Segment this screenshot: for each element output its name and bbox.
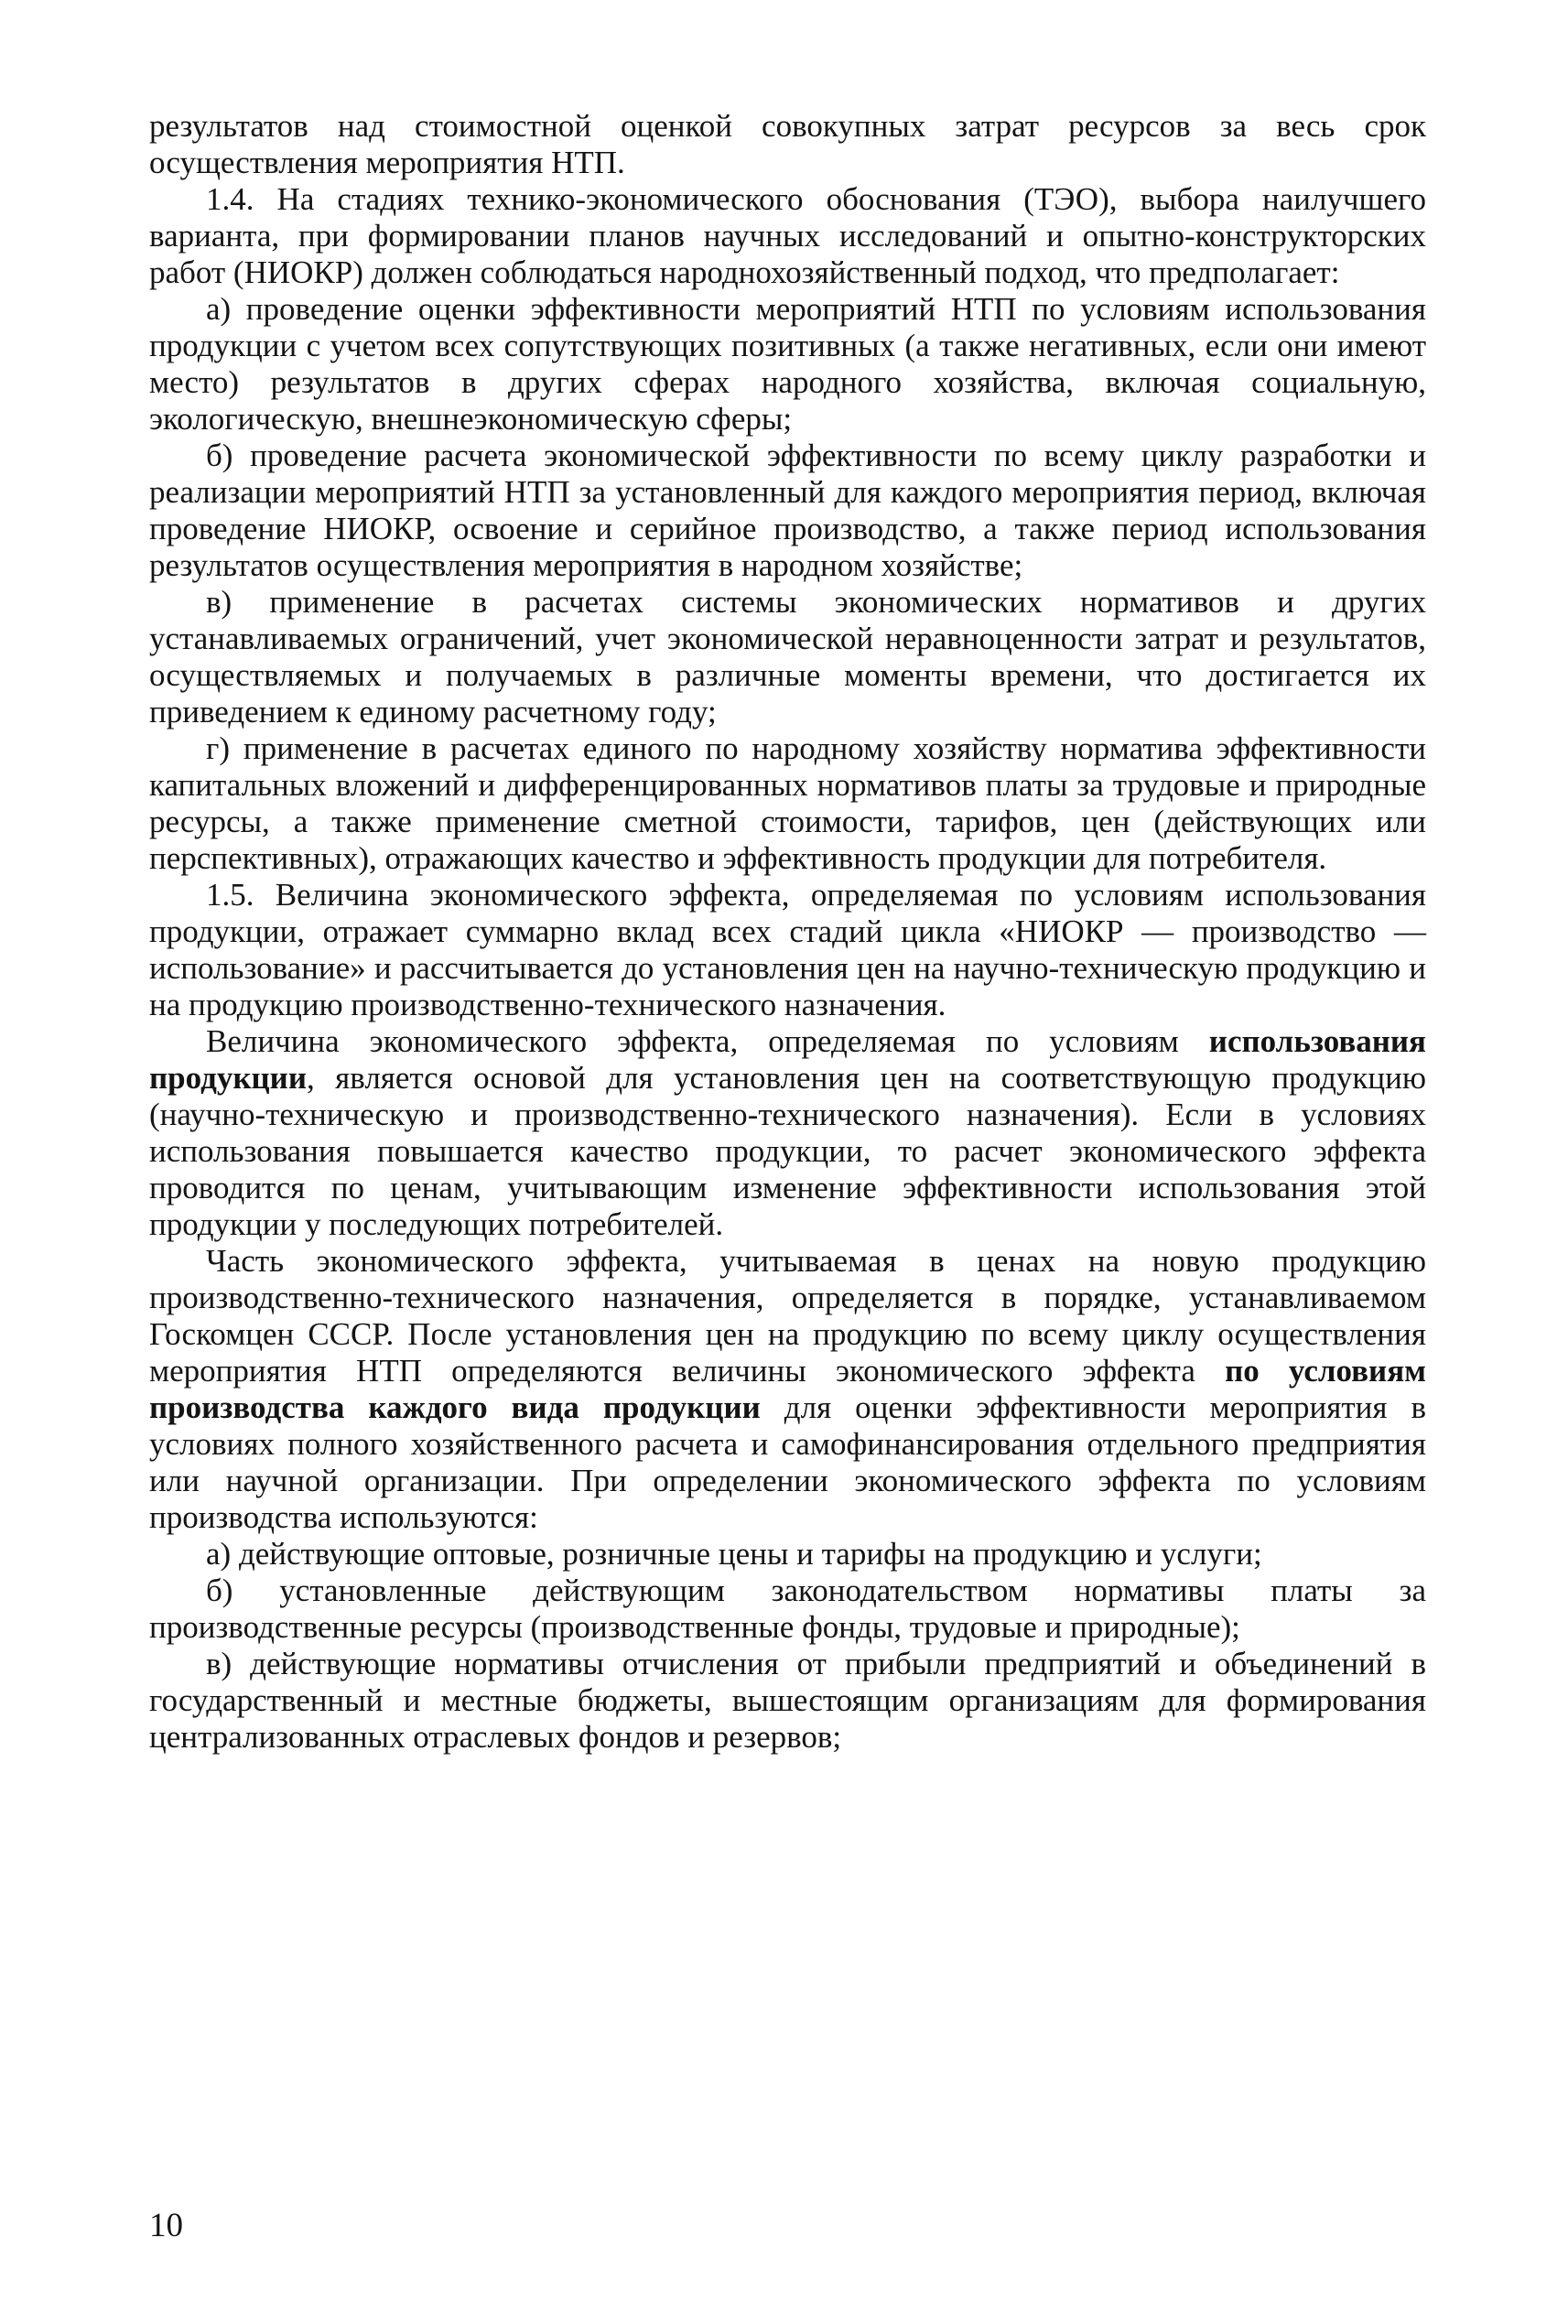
list-item-g: г) применение в расчетах единого по народному хозяйству норматива эффективности капитальных вложений и дифференцированных нормативов платы за трудовые и природные ресурсы, а также применение сметной стоимости, тарифов, цен (действующих или перспективных), отражающих качество и эффективность продукции для потребителя.: [149, 730, 1426, 876]
list-item-v-deductions: в) действующие нормативы отчисления от прибыли предприятий и объединений в государственный и местные бюджеты, вышестоящим организациям для формирования централизованных отраслевых фондов и резервов;: [149, 1646, 1426, 1755]
list-item-b: б) проведение расчета экономической эффективности по всему циклу разработки и реализации мероприятий НТП за установленный для каждого мероприятия период, включая проведение НИОКР, освоение и серийное производство, а также период использования результатов осуществления мероприятия в народном хозяйстве;: [149, 438, 1426, 583]
paragraph-production-effect-text-end: для оценки эффективности мероприятия в условиях полного хозяйственного расчета и самофинансирования отдельного предприятия или научной организации. При определении экономического эффекта по условиям производства используются:: [149, 1389, 1426, 1535]
page-number: 10: [149, 2207, 183, 2244]
emphasis-usage-conditions: использования продукции: [149, 1023, 1426, 1096]
paragraph-continuation: результатов над стоимостной оценкой совокупных затрат ресурсов за весь срок осуществления мероприятия НТП.: [149, 108, 1426, 180]
paragraph-1-5: 1.5. Величина экономического эффекта, определяемая по условиям использования продукции, отражает суммарно вклад всех стадий цикла «НИОКР — производство — использование» и рассчитывается до установления цен на научно-техническую продукцию и на продукцию производственно-технического назначения.: [149, 877, 1426, 1022]
paragraph-usage-effect-text-end: , является основой для установления цен на соответствующую продукцию (научно-техническую и производственно-технического назначения). Если в условиях использования повышается качество продукции, то расчет экономического эффекта проводится по ценам, учитывающим изменение эффективности использования этой продукции у последующих потребителей.: [149, 1060, 1426, 1242]
emphasis-production-conditions: по условиям производства каждого вида продукции: [149, 1353, 1426, 1425]
list-item-a: а) проведение оценки эффективности мероприятий НТП по условиям использования продукции с учетом всех сопутствующих позитивных (а также негативных, если они имеют место) результатов в других сферах народного хозяйства, включая социальную, экологическую, внешнеэкономическую сферы;: [149, 291, 1426, 437]
paragraph-1-4: 1.4. На стадиях технико-экономического обоснования (ТЭО), выбора наилучшего варианта, при формировании планов научных исследований и опытно-конструкторских работ (НИОКР) должен соблюдаться народнохозяйственный подход, что предполагает:: [149, 181, 1426, 290]
list-item-v: в) применение в расчетах системы экономических нормативов и других устанавливаемых ограничений, учет экономической неравноценности затрат и результатов, осуществляемых и получаемых в различные моменты времени, что достигается их приведением к единому расчетному году;: [149, 584, 1426, 730]
list-item-b-norms: б) установленные действующим законодательством нормативы платы за производственные ресурсы (производственные фонды, трудовые и природные);: [149, 1573, 1426, 1645]
paragraph-usage-effect-text-start: Величина экономического эффекта, определяемая по условиям: [206, 1023, 1209, 1059]
paragraph-production-effect: [149, 1243, 1426, 1536]
paragraph-usage-effect: [149, 1023, 1426, 1243]
paragraph-production-effect-text-start: Часть экономического эффекта, учитываемая в ценах на новую продукцию производственно-технического назначения, определяется в порядке, устанавливаемом Госкомцен СССР. После установления цен на продукцию по всему циклу осуществления мероприятия НТП определяются величины экономического эффекта: [149, 1243, 1426, 1389]
list-item-a-prices: а) действующие оптовые, розничные цены и тарифы на продукцию и услуги;: [206, 1536, 1262, 1572]
document-page: [149, 108, 1426, 1756]
